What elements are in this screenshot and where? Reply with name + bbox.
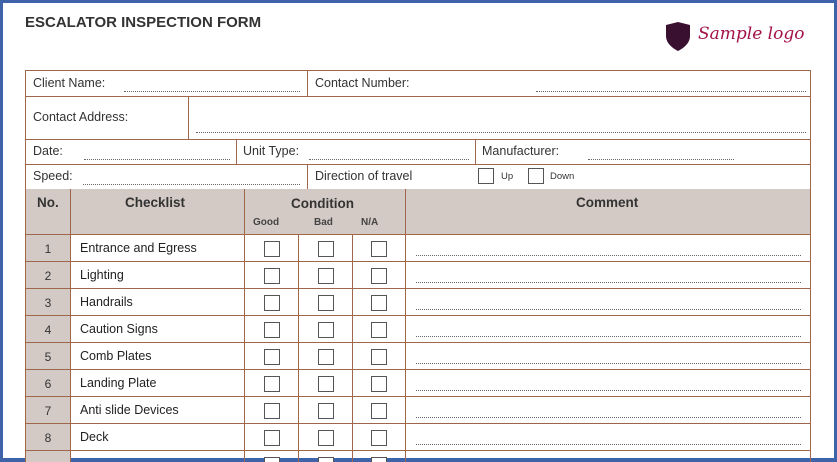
table-row: [26, 424, 810, 451]
bad-checkbox[interactable]: [318, 322, 334, 338]
table-row: [26, 343, 810, 370]
row-number: 1: [26, 235, 70, 262]
sub-good-header: Good: [253, 217, 280, 228]
bad-checkbox[interactable]: [318, 430, 334, 446]
sub-bad-header: Bad: [314, 217, 333, 228]
na-checkbox[interactable]: [371, 376, 387, 392]
na-checkbox[interactable]: [371, 403, 387, 419]
date-label: Date:: [33, 144, 63, 158]
sample-logo: [664, 20, 804, 56]
checklist-item: Landing Plate: [80, 376, 157, 390]
good-checkbox[interactable]: [264, 322, 280, 338]
comment-field[interactable]: [416, 363, 801, 364]
client-name-label: Client Name:: [33, 76, 106, 90]
bad-checkbox[interactable]: [318, 295, 334, 311]
good-checkbox[interactable]: [264, 268, 280, 284]
comment-field[interactable]: [416, 390, 801, 391]
checklist-item: Handrails: [80, 295, 133, 309]
sub-na-header: N/A: [361, 217, 379, 228]
direction-down-checkbox[interactable]: [528, 168, 544, 184]
row-number: 3: [26, 289, 70, 316]
table-row: [26, 451, 810, 462]
row-number: 2: [26, 262, 70, 289]
good-checkbox[interactable]: [264, 403, 280, 419]
form-title: ESCALATOR INSPECTION FORM: [25, 14, 262, 31]
comment-field[interactable]: [416, 255, 801, 256]
row-number: 8: [26, 424, 70, 451]
shield-icon: [664, 22, 692, 52]
good-checkbox[interactable]: [264, 376, 280, 392]
bad-checkbox[interactable]: [318, 457, 334, 462]
unit-type-field[interactable]: [309, 159, 469, 160]
good-checkbox[interactable]: [264, 349, 280, 365]
inspection-form: [25, 70, 811, 462]
good-checkbox[interactable]: [264, 241, 280, 257]
contact-address-field[interactable]: [196, 132, 806, 133]
row-number: 4: [26, 316, 70, 343]
bad-checkbox[interactable]: [318, 241, 334, 257]
table-row: [26, 316, 810, 343]
na-checkbox[interactable]: [371, 241, 387, 257]
comment-field[interactable]: [416, 309, 801, 310]
logo-text: Sample logo: [698, 24, 805, 44]
na-checkbox[interactable]: [371, 322, 387, 338]
checklist-item: Comb Plates: [80, 349, 152, 363]
row-number: 5: [26, 343, 70, 370]
contact-number-field[interactable]: [536, 91, 806, 92]
col-comment-header: Comment: [576, 195, 639, 210]
checklist-item: Entrance and Egress: [80, 241, 197, 255]
bad-checkbox[interactable]: [318, 349, 334, 365]
checklist-item: Lighting: [80, 268, 124, 282]
comment-field[interactable]: [416, 282, 801, 283]
row-number: [26, 451, 70, 462]
col-no-header: No.: [37, 195, 59, 210]
col-condition-header: Condition: [291, 196, 354, 211]
bad-checkbox[interactable]: [318, 403, 334, 419]
direction-up-label: Up: [501, 171, 514, 182]
speed-label: Speed:: [33, 169, 73, 183]
speed-field[interactable]: [83, 184, 300, 185]
table-row: [26, 370, 810, 397]
direction-up-checkbox[interactable]: [478, 168, 494, 184]
checklist-item: Anti slide Devices: [80, 403, 179, 417]
comment-field[interactable]: [416, 417, 801, 418]
row-number: 6: [26, 370, 70, 397]
manufacturer-label: Manufacturer:: [482, 144, 560, 158]
good-checkbox[interactable]: [264, 457, 280, 462]
na-checkbox[interactable]: [371, 430, 387, 446]
good-checkbox[interactable]: [264, 430, 280, 446]
checklist-item: Deck: [80, 430, 109, 444]
bad-checkbox[interactable]: [318, 376, 334, 392]
direction-down-label: Down: [550, 171, 575, 182]
manufacturer-field[interactable]: [588, 159, 734, 160]
table-row: [26, 289, 810, 316]
date-field[interactable]: [84, 159, 230, 160]
na-checkbox[interactable]: [371, 457, 387, 462]
comment-field[interactable]: [416, 444, 801, 445]
table-row: [26, 397, 810, 424]
row-number: 7: [26, 397, 70, 424]
na-checkbox[interactable]: [371, 349, 387, 365]
bad-checkbox[interactable]: [318, 268, 334, 284]
col-checklist-header: Checklist: [125, 195, 186, 210]
contact-number-label: Contact Number:: [315, 76, 410, 90]
na-checkbox[interactable]: [371, 268, 387, 284]
comment-field[interactable]: [416, 336, 801, 337]
client-name-field[interactable]: [124, 91, 300, 92]
direction-label: Direction of travel: [315, 169, 413, 183]
contact-address-label: Contact Address:: [33, 110, 129, 124]
table-row: [26, 235, 810, 262]
checklist-item: Caution Signs: [80, 322, 158, 336]
unit-type-label: Unit Type:: [243, 144, 300, 158]
table-row: [26, 262, 810, 289]
good-checkbox[interactable]: [264, 295, 280, 311]
na-checkbox[interactable]: [371, 295, 387, 311]
